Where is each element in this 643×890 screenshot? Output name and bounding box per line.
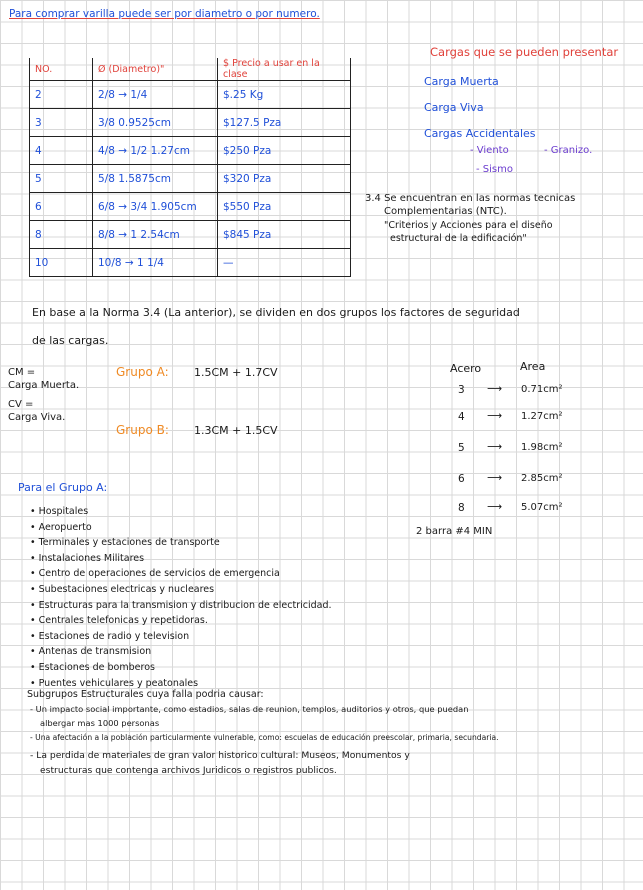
cell-diameter: 6/8 → 3/4 1.905cm <box>93 193 218 221</box>
list-item: • Puentes vehiculares y peatonales <box>30 677 199 689</box>
list-item: • Instalaciones Militares <box>30 552 145 564</box>
table-header-row <box>30 58 351 81</box>
steel-area: 1.27cm² <box>521 411 563 422</box>
group-a-list <box>30 504 332 691</box>
col-header-price: $ Precio a usar en la clase <box>218 58 351 81</box>
cell-diameter: 3/8 0.9525cm <box>93 109 218 137</box>
steel-bar: 5 <box>458 442 465 454</box>
legend-cv: CV = <box>8 399 34 410</box>
table-row <box>30 81 351 109</box>
table-row <box>30 221 351 249</box>
arrow-icon: ⟶ <box>487 441 503 453</box>
ntc-line-2: Complementarias (NTC). <box>384 206 507 217</box>
cell-no: 6 <box>30 193 93 221</box>
cell-price: $845 Pza <box>218 221 351 249</box>
norma-line-1: En base a la Norma 3.4 (La anterior), se dividen en dos grupos los factores de seguridad <box>32 306 520 319</box>
cell-diameter: 10/8 → 1 1/4 <box>93 249 218 277</box>
norma-line-2: de las cargas. <box>32 334 109 347</box>
rebar-table <box>29 58 351 277</box>
list-item: • Estructuras para la transmision y distribucion de electricidad. <box>30 599 332 611</box>
table-row <box>30 109 351 137</box>
steel-header-area: Area <box>520 360 546 373</box>
cell-no: 2 <box>30 81 93 109</box>
table-row <box>30 165 351 193</box>
cell-no: 10 <box>30 249 93 277</box>
group-b-formula: 1.3CM + 1.5CV <box>194 424 278 437</box>
group-a-formula: 1.5CM + 1.7CV <box>194 366 278 379</box>
col-header-diameter: Ø (Diametro)" <box>93 58 218 81</box>
subgroup-line: - Una afectación a la población particularmente vulnerable, como: escuelas de educación preescolar, primaria, secundaria. <box>30 733 499 742</box>
load-wind: - Viento <box>470 145 509 156</box>
cell-diameter: 2/8 → 1/4 <box>93 81 218 109</box>
list-item: • Subestaciones electricas y nucleares <box>30 583 215 595</box>
steel-bar: 3 <box>458 384 465 396</box>
steel-area: 0.71cm² <box>521 384 563 395</box>
load-earthquake: - Sismo <box>476 164 513 175</box>
table-row <box>30 137 351 165</box>
cell-price: $550 Pza <box>218 193 351 221</box>
header-note: Para comprar varilla puede ser por diametro o por numero. <box>9 8 320 20</box>
cell-no: 8 <box>30 221 93 249</box>
group-a-label: Grupo A: <box>116 365 169 379</box>
steel-bar: 4 <box>458 411 465 423</box>
cell-no: 5 <box>30 165 93 193</box>
col-header-no: NO. <box>30 58 93 81</box>
ntc-line-4: estructural de la edificación" <box>390 233 527 244</box>
cell-diameter: 8/8 → 1 2.54cm <box>93 221 218 249</box>
cell-no: 4 <box>30 137 93 165</box>
list-item: • Antenas de transmision <box>30 646 152 658</box>
list-item: • Estaciones de radio y television <box>30 630 190 642</box>
legend-cm-desc: Carga Muerta. <box>8 380 80 391</box>
steel-area: 5.07cm² <box>521 502 563 513</box>
cell-price: $250 Pza <box>218 137 351 165</box>
legend-cv-desc: Carga Viva. <box>8 412 66 423</box>
cell-diameter: 4/8 → 1/2 1.27cm <box>93 137 218 165</box>
steel-bar: 8 <box>458 502 465 514</box>
steel-bar: 6 <box>458 473 465 485</box>
cell-price: $.25 Kg <box>218 81 351 109</box>
steel-note: 2 barra #4 MIN <box>416 526 493 537</box>
arrow-icon: ⟶ <box>487 501 503 513</box>
ntc-line-3: "Criterios y Acciones para el diseño <box>384 220 553 231</box>
legend-cm: CM = <box>8 367 36 378</box>
cell-price: $320 Pza <box>218 165 351 193</box>
steel-area: 1.98cm² <box>521 442 563 453</box>
cell-diameter: 5/8 1.5875cm <box>93 165 218 193</box>
subgroups-title: Subgrupos Estructurales cuya falla podria causar: <box>27 689 264 700</box>
arrow-icon: ⟶ <box>487 410 503 422</box>
list-item: • Estaciones de bomberos <box>30 661 155 673</box>
list-item: • Centro de operaciones de servicios de emergencia <box>30 568 280 580</box>
cell-no: 3 <box>30 109 93 137</box>
steel-header-acero: Acero <box>450 362 482 375</box>
subgroup-line: estructuras que contenga archivos Juridicos o registros publicos. <box>40 765 337 776</box>
arrow-icon: ⟶ <box>487 383 503 395</box>
steel-area: 2.85cm² <box>521 473 563 484</box>
cell-price: $127.5 Pza <box>218 109 351 137</box>
load-hail: - Granizo. <box>544 145 593 156</box>
load-accidental: Cargas Accidentales <box>424 127 536 140</box>
table-row <box>30 249 351 277</box>
arrow-icon: ⟶ <box>487 472 503 484</box>
list-item: • Aeropuerto <box>30 521 92 533</box>
list-item: • Hospitales <box>30 506 89 517</box>
loads-title: Cargas que se pueden presentar <box>430 45 619 59</box>
list-item: • Terminales y estaciones de transporte <box>30 537 220 549</box>
table-row <box>30 193 351 221</box>
subgroup-line: albergar mas 1000 personas <box>40 718 160 728</box>
group-a-title: Para el Grupo A: <box>18 481 108 494</box>
load-live: Carga Viva <box>424 101 484 114</box>
group-b-label: Grupo B: <box>116 423 169 437</box>
subgroup-line: - La perdida de materiales de gran valor historico cultural: Museos, Monumentos y <box>30 750 410 761</box>
cell-price: — <box>218 249 351 277</box>
load-dead: Carga Muerta <box>424 75 499 88</box>
ntc-line-1: 3.4 Se encuentran en las normas tecnicas <box>365 193 576 204</box>
subgroup-line: - Un impacto social importante, como estadios, salas de reunion, templos, auditorios y otros, que puedan <box>30 704 469 714</box>
list-item: • Centrales telefonicas y repetidoras. <box>30 615 208 627</box>
